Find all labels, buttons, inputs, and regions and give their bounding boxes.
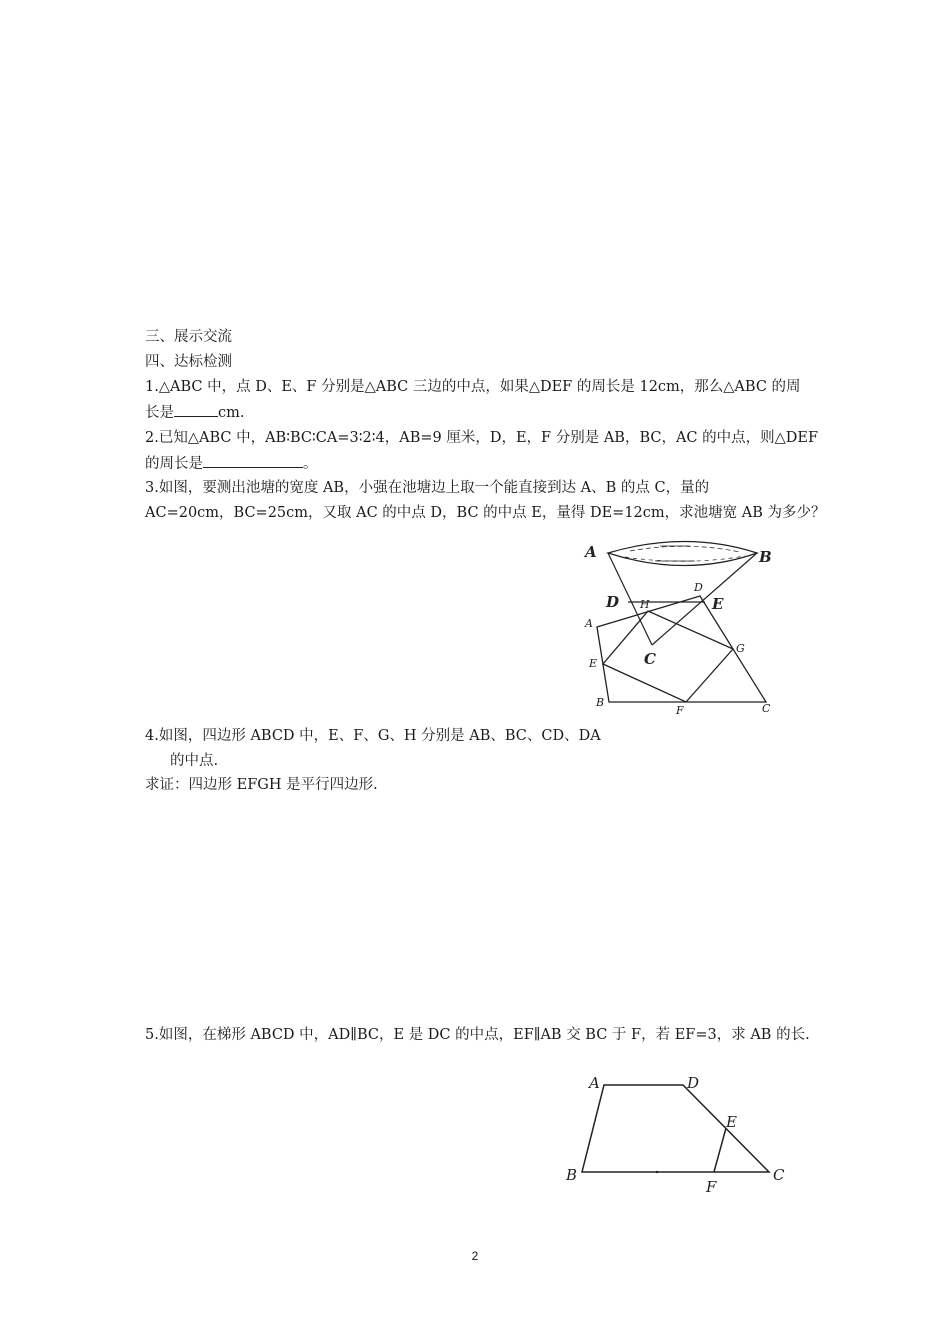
label-quad-f: F <box>676 704 684 717</box>
label-quad-g: G <box>736 642 745 655</box>
label-quad-d: D <box>694 581 703 594</box>
label-trap-c: C <box>773 1166 785 1184</box>
section-heading-test: 四、达标检测 <box>145 354 232 370</box>
question-4-line-2: 的中点. <box>170 753 219 769</box>
baseline-dot <box>656 1171 658 1173</box>
segment-ef <box>714 1128 726 1172</box>
label-quad-b: B <box>596 696 605 709</box>
question-2-prefix: 的周长是 <box>145 456 203 472</box>
question-2-line-1: 2.已知△ABC 中，AB∶BC∶CA=3∶2∶4，AB=9 厘米，D，E，F 分别是 AB，BC，AC 的中点，则△DEF <box>145 430 819 446</box>
question-3-line-1: 3.如图，要测出池塘的宽度 AB，小强在池塘边上取一个能直接到达 A、B 的点 C，量的 <box>145 480 710 496</box>
label-pond-d: D <box>606 593 620 611</box>
question-5-line-1: 5.如图，在梯形 ABCD 中，AD∥BC，E 是 DC 的中点，EF∥AB 交 BC 于 F，若 EF=3，求 AB 的长. <box>145 1027 810 1043</box>
page-number: 2 <box>471 1249 479 1263</box>
label-quad-a: A <box>585 617 593 630</box>
question-2-suffix: 。 <box>303 456 318 472</box>
question-1-prefix: 长是 <box>145 405 174 421</box>
label-trap-d: D <box>687 1074 700 1092</box>
label-pond-b: B <box>759 548 772 566</box>
label-quad-h: H <box>640 598 650 611</box>
label-pond-c: C <box>644 650 656 668</box>
question-4-line-1: 4.如图，四边形 ABCD 中，E、F、G、H 分别是 AB、BC、CD、DA <box>145 728 601 744</box>
label-trap-a: A <box>589 1074 600 1092</box>
question-4-line-3: 求证：四边形 EFGH 是平行四边形. <box>145 777 378 793</box>
question-1-suffix: cm. <box>218 405 245 421</box>
question-1-line-1: 1.△ABC 中，点 D、E、F 分别是△ABC 三边的中点，如果△DEF 的周长是 12cm，那么△ABC 的周 <box>145 379 801 395</box>
label-trap-f: F <box>706 1178 717 1196</box>
label-trap-b: B <box>566 1166 578 1184</box>
trapezoid-labels <box>565 1074 785 1196</box>
label-quad-e: E <box>589 657 598 670</box>
label-trap-e: E <box>726 1113 737 1131</box>
label-quad-c: C <box>762 702 771 715</box>
section-heading-display: 三、展示交流 <box>145 329 232 345</box>
label-pond-a: A <box>585 543 597 561</box>
trapezoid-abcd <box>582 1085 769 1172</box>
question-3-line-2: AC=20cm，BC=25cm，又取 AC 的中点 D，BC 的中点 E，量得 DE=12cm，求池塘宽 AB 为多少？ <box>145 505 826 521</box>
label-pond-e: E <box>712 595 724 613</box>
